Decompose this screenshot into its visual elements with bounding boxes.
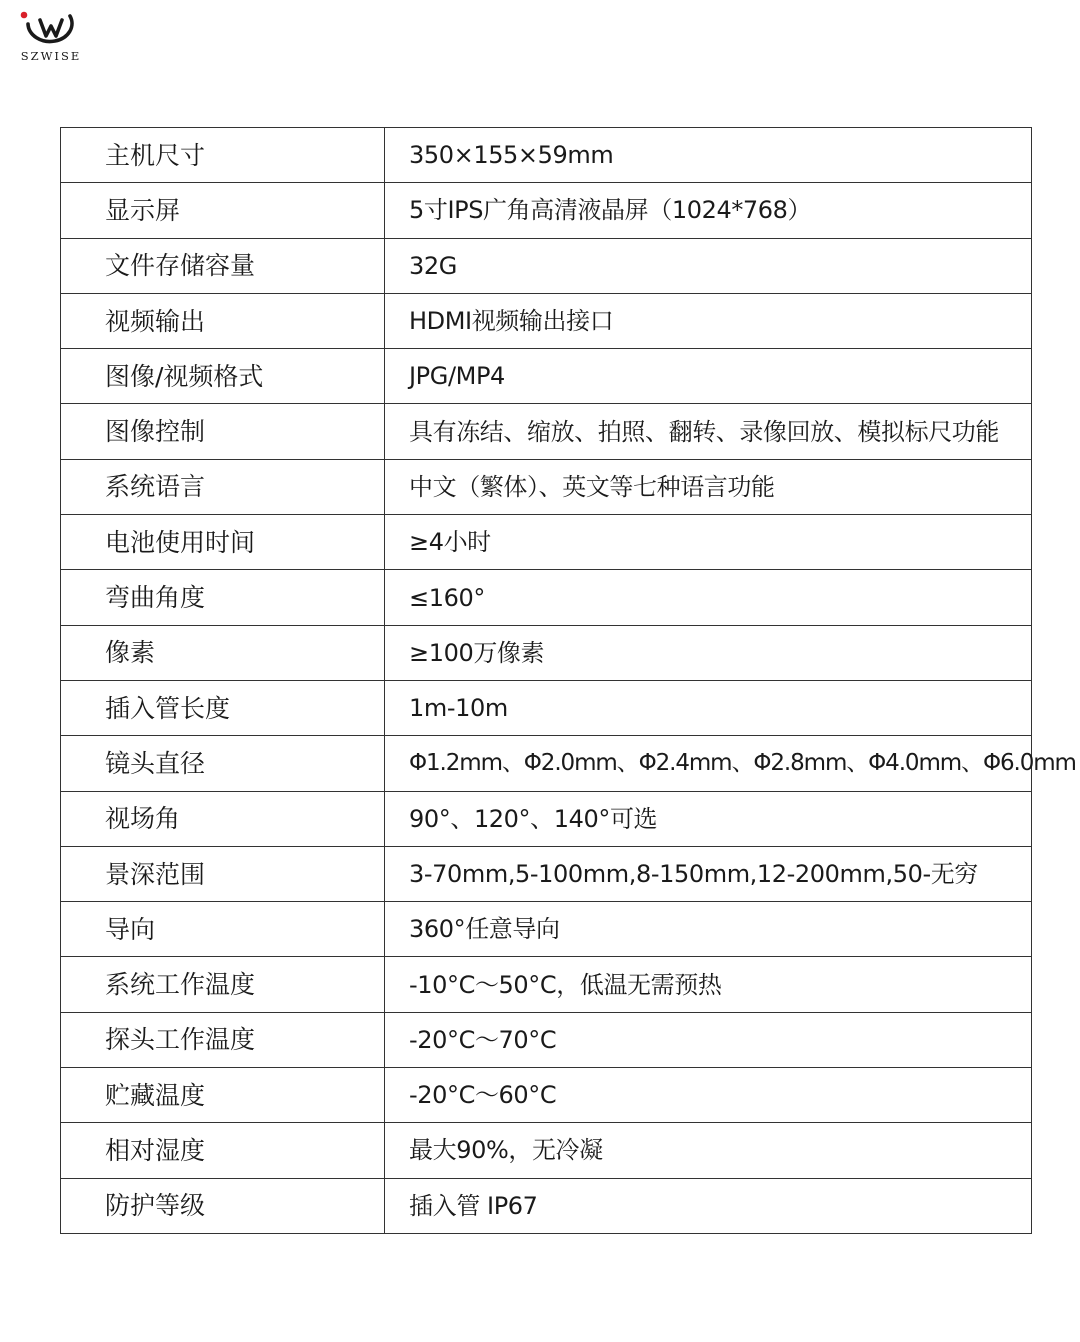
spec-value: 90°、120°、140°可选 (385, 791, 1032, 846)
spec-row (61, 404, 1032, 459)
spec-label: 相对湿度 (61, 1123, 385, 1178)
spec-value: 350×155×59mm (385, 128, 1032, 183)
spec-label: 插入管长度 (61, 680, 385, 735)
spec-label: 景深范围 (61, 846, 385, 901)
brand-logo (14, 6, 88, 62)
spec-row (61, 957, 1032, 1012)
logo-mark-icon (18, 6, 84, 48)
spec-value: 360°任意导向 (385, 902, 1032, 957)
spec-label: 贮藏温度 (61, 1068, 385, 1123)
spec-value: ≥100万像素 (385, 625, 1032, 680)
spec-label: 视场角 (61, 791, 385, 846)
spec-value: -20°C～70°C (385, 1012, 1032, 1067)
spec-row (61, 1012, 1032, 1067)
spec-row (61, 238, 1032, 293)
spec-row (61, 570, 1032, 625)
spec-value: -20°C～60°C (385, 1068, 1032, 1123)
spec-value: JPG/MP4 (385, 349, 1032, 404)
spec-row (61, 902, 1032, 957)
spec-label: 镜头直径 (61, 736, 385, 791)
spec-label: 电池使用时间 (61, 515, 385, 570)
spec-row (61, 349, 1032, 404)
spec-label: 主机尺寸 (61, 128, 385, 183)
spec-value: ≤160° (385, 570, 1032, 625)
spec-label: 像素 (61, 625, 385, 680)
spec-label: 防护等级 (61, 1178, 385, 1233)
spec-value: -10°C～50°C，低温无需预热 (385, 957, 1032, 1012)
spec-row (61, 736, 1032, 791)
spec-row (61, 128, 1032, 183)
spec-label: 图像/视频格式 (61, 349, 385, 404)
spec-label: 显示屏 (61, 183, 385, 238)
spec-value: HDMI视频输出接口 (385, 293, 1032, 348)
spec-row (61, 183, 1032, 238)
spec-row (61, 515, 1032, 570)
spec-value: 插入管 IP67 (385, 1178, 1032, 1233)
spec-value: 中文（繁体）、英文等七种语言功能 (385, 459, 1032, 514)
spec-value: 3-70mm,5-100mm,8-150mm,12-200mm,50-无穷 (385, 846, 1032, 901)
brand-name: SZWISE (20, 49, 82, 63)
spec-row (61, 625, 1032, 680)
spec-row (61, 1123, 1032, 1178)
spec-row (61, 459, 1032, 514)
spec-label: 探头工作温度 (61, 1012, 385, 1067)
spec-value: 最大90%，无冷凝 (385, 1123, 1032, 1178)
spec-label: 系统语言 (61, 459, 385, 514)
spec-row (61, 846, 1032, 901)
spec-value: Φ1.2mm、Φ2.0mm、Φ2.4mm、Φ2.8mm、Φ4.0mm、Φ6.0mm (385, 736, 1032, 791)
spec-label: 系统工作温度 (61, 957, 385, 1012)
spec-label: 视频输出 (61, 293, 385, 348)
spec-row (61, 791, 1032, 846)
logo-dot (21, 12, 28, 19)
logo-w (40, 20, 62, 36)
spec-row (61, 293, 1032, 348)
spec-value: ≥4小时 (385, 515, 1032, 570)
spec-value: 32G (385, 238, 1032, 293)
spec-label: 导向 (61, 902, 385, 957)
spec-row (61, 1178, 1032, 1233)
spec-table (60, 127, 1076, 1234)
spec-value: 1m-10m (385, 680, 1032, 735)
spec-value: 具有冻结、缩放、拍照、翻转、录像回放、模拟标尺功能 (385, 404, 1032, 459)
spec-label: 文件存储容量 (61, 238, 385, 293)
spec-value: 5寸IPS广角高清液晶屏（1024*768） (385, 183, 1032, 238)
spec-row (61, 1068, 1032, 1123)
spec-row (61, 680, 1032, 735)
spec-label: 弯曲角度 (61, 570, 385, 625)
spec-label: 图像控制 (61, 404, 385, 459)
